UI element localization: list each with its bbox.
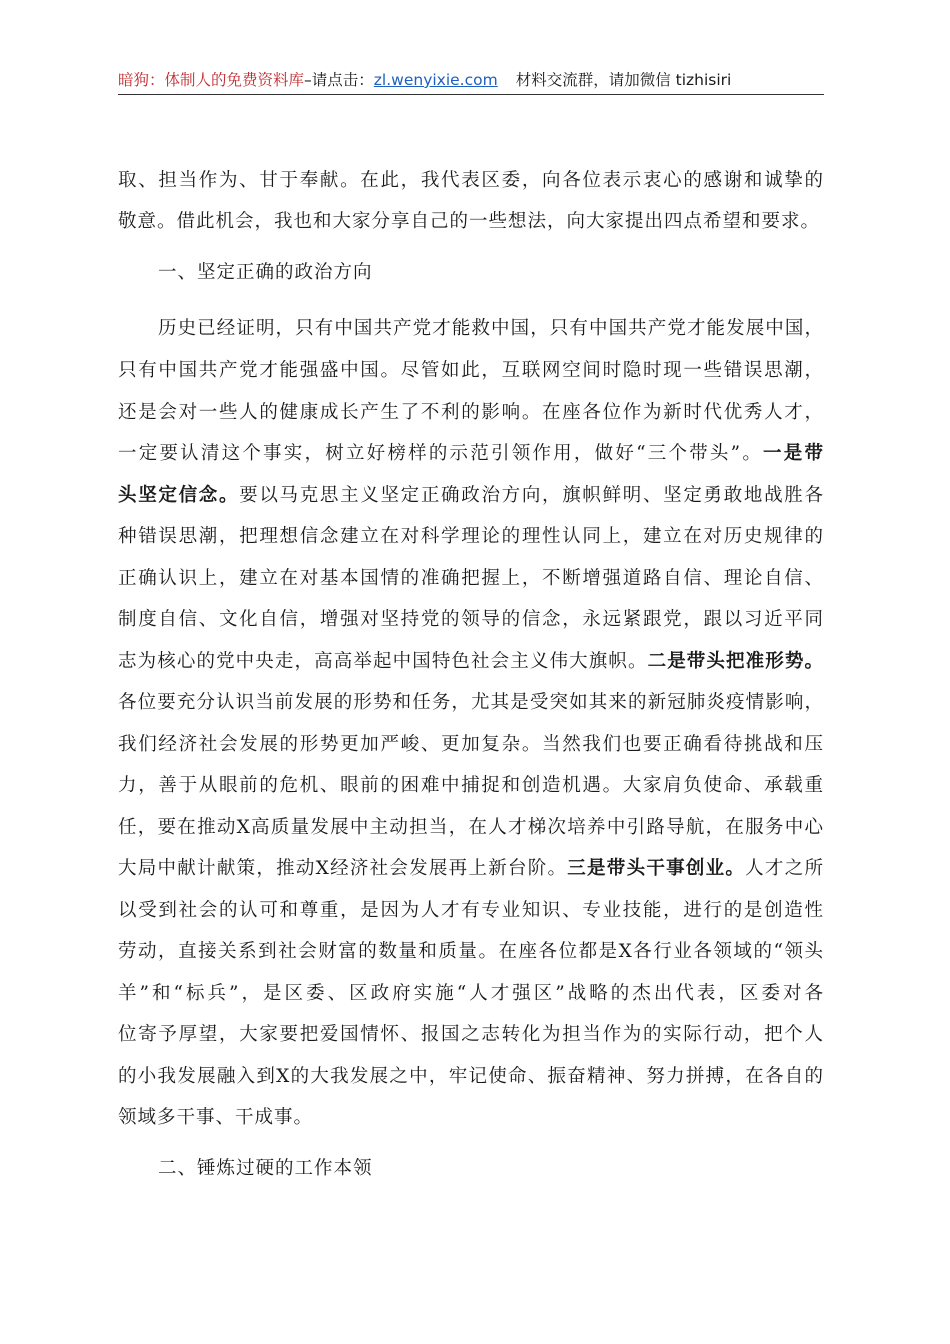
header-wechat: 材料交流群，请加微信 tizhisiri <box>515 71 732 89</box>
paragraph-line: 制度自信、文化自信，增强对坚持党的领导的信念，永远紧跟党，跟以习近平同 <box>118 609 824 630</box>
bold-run: 一是带 <box>763 443 824 464</box>
paragraph-line: 正确认识上，建立在对基本国情的准确把握上，不断增强道路自信、理论自信、 <box>118 568 824 589</box>
section-heading-2: 二、锤炼过硬的工作本领 <box>158 1158 373 1179</box>
paragraph-line: 羊”和“标兵”，是区委、区政府实施“人才强区”战略的杰出代表，区委对各 <box>118 983 824 1004</box>
paragraph-line: 取、担当作为、甘于奉献。在此，我代表区委，向各位表示衷心的感谢和诚挚的 <box>118 170 824 191</box>
paragraph-line: 还是会对一些人的健康成长产生了不利的影响。在座各位作为新时代优秀人才， <box>118 402 824 423</box>
paragraph-line <box>118 856 824 882</box>
bold-run: 头坚定信念。 <box>118 485 240 506</box>
paragraph-line: 领域多干事、干成事。 <box>118 1107 314 1128</box>
paragraph-line: 劳动，直接关系到社会财富的数量和质量。在座各位都是X各行业各领域的“领头 <box>118 941 824 962</box>
header-link[interactable]: zl.wenyixie.com <box>373 71 498 89</box>
paragraph-line: 任，要在推动X高质量发展中主动担当，在人才梯次培养中引路导航，在服务中心 <box>118 817 824 838</box>
text-run: 人才之所 <box>745 858 824 879</box>
header-divider <box>118 94 824 95</box>
paragraph-line <box>118 649 824 675</box>
paragraph-line: 的小我发展融入到X的大我发展之中，牢记使命、振奋精神、努力拼搏，在各自的 <box>118 1066 824 1087</box>
text-run: 大局中献计献策，推动X经济社会发展再上新台阶。 <box>118 858 568 879</box>
paragraph-line: 以受到社会的认可和尊重，是因为人才有专业知识、专业技能，进行的是创造性 <box>118 900 824 921</box>
bold-run: 三是带头干事创业。 <box>567 858 746 879</box>
paragraph-line: 只有中国共产党才能强盛中国。尽管如此，互联网空间时隐时现一些错误思潮， <box>118 360 824 381</box>
text-run: 一定要认清这个事实，树立好榜样的示范引领作用，做好“三个带头”。 <box>118 443 764 464</box>
paragraph-line <box>118 441 824 467</box>
text-run: 志为核心的党中央走，高高举起中国特色社会主义伟大旗帜。 <box>118 651 648 672</box>
page-header <box>118 66 824 94</box>
bold-run: 二是带头把准形势。 <box>647 651 824 672</box>
header-brand: 暗狗：体制人的免费资料库 <box>118 71 305 89</box>
paragraph-line: 力，善于从眼前的危机、眼前的困难中捕捉和创造机遇。大家肩负使命、承载重 <box>118 775 824 796</box>
text-run: 要以马克思主义坚定正确政治方向，旗帜鲜明、坚定勇敢地战胜各 <box>239 485 824 506</box>
header-click-prompt: –请点击： <box>304 71 374 89</box>
paragraph-line: 敬意。借此机会，我也和大家分享自己的一些想法，向大家提出四点希望和要求。 <box>118 211 821 232</box>
paragraph-line: 我们经济社会发展的形势更加严峻、更加复杂。当然我们也要正确看待挑战和压 <box>118 734 824 755</box>
paragraph-line <box>118 483 824 509</box>
section-heading-1: 一、坚定正确的政治方向 <box>158 262 373 283</box>
paragraph-line: 历史已经证明，只有中国共产党才能救中国，只有中国共产党才能发展中国， <box>158 318 824 339</box>
paragraph-line: 各位要充分认识当前发展的形势和任务，尤其是受突如其来的新冠肺炎疫情影响， <box>118 692 824 713</box>
paragraph-line: 种错误思潮，把理想信念建立在对科学理论的理性认同上，建立在对历史规律的 <box>118 526 824 547</box>
paragraph-line: 位寄予厚望，大家要把爱国情怀、报国之志转化为担当作为的实际行动，把个人 <box>118 1024 824 1045</box>
